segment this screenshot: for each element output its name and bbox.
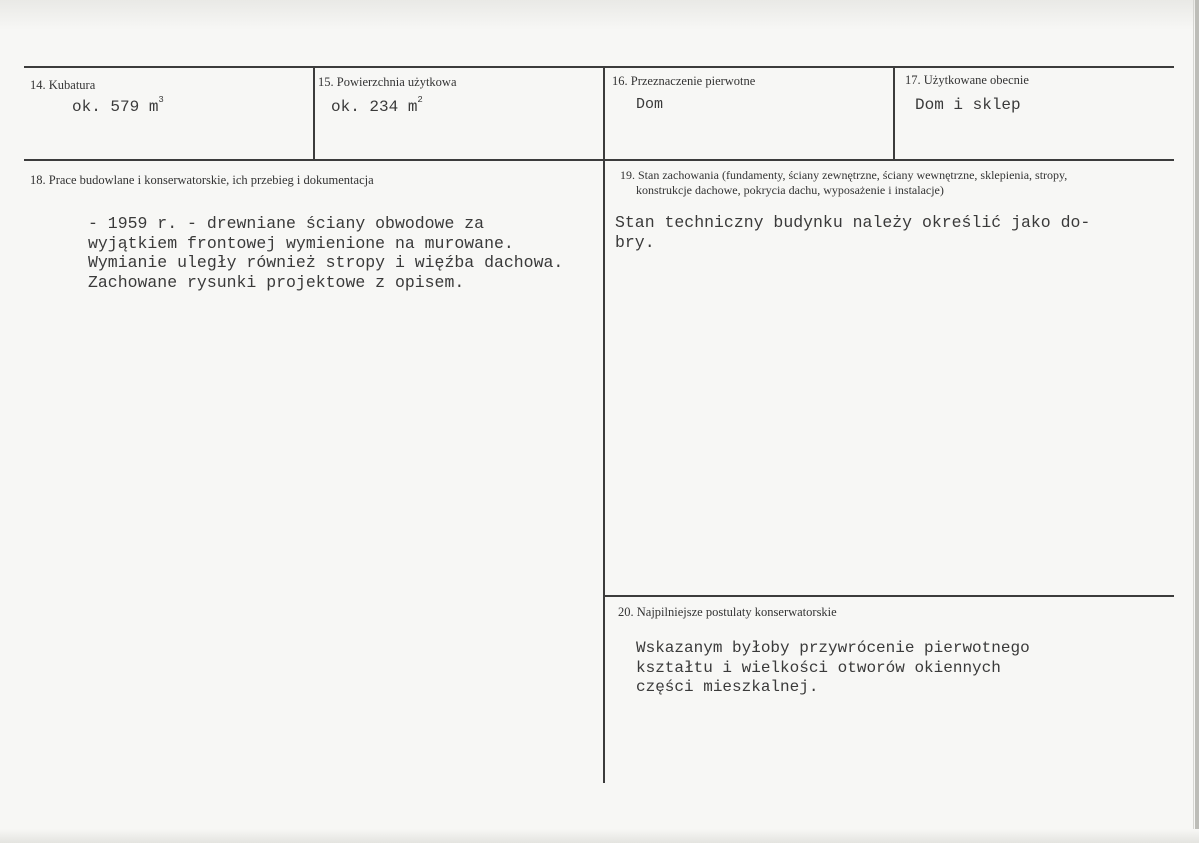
field-19-line: bry. (615, 232, 655, 252)
field-19-text (615, 213, 1090, 252)
scan-edge-right (1195, 0, 1199, 843)
scan-edge-top (0, 0, 1199, 30)
field-20-label: 20. Najpilniejsze postulaty konserwatorskie (618, 605, 837, 619)
field-18-line: Zachowane rysunki projektowe z opisem. (88, 272, 465, 292)
scan-edge-bottom (0, 829, 1199, 843)
field-18-line: Wymianie uległy również stropy i więźba dachowa. (88, 253, 564, 272)
field-14-value (72, 95, 164, 116)
field-20-line: kształtu i wielkości otworów okiennych (636, 658, 1001, 677)
middle-rule (24, 159, 1174, 161)
field-17-label: 17. Użytkowane obecnie (905, 73, 1029, 87)
field-15-value (331, 95, 423, 116)
field-17-value: Dom i sklep (915, 96, 1021, 114)
section-20-rule (604, 595, 1174, 597)
field-20-line: części mieszkalnej. (636, 678, 819, 696)
field-16-label: 16. Przeznaczenie pierwotne (612, 74, 756, 88)
field-15-unit-exponent: 2 (417, 95, 423, 105)
field-14-label: 14. Kubatura (30, 78, 96, 92)
divider-16-17 (893, 67, 895, 160)
field-18-text (88, 214, 563, 292)
field-19-label-line2: konstrukcje dachowe, pokrycia dachu, wyposażenie i instalacje) (636, 183, 944, 197)
field-15-value-text: ok. 234 m (331, 98, 418, 116)
divider-14-15 (313, 67, 315, 160)
field-20-text (636, 639, 1030, 698)
field-19-label-line1: 19. Stan zachowania (fundamenty, ściany zewnętrzne, ściany wewnętrzne, sklepienia, stropy, (620, 168, 1068, 182)
field-20-line: Wskazanym byłoby przywrócenie pierwotnego (636, 639, 1030, 657)
scan-edge-right-inner (1193, 0, 1194, 843)
top-rule (24, 66, 1174, 68)
field-19-line: Stan techniczny budynku należy określić jako do- (615, 213, 1091, 232)
field-16-value: Dom (636, 96, 664, 113)
field-14-unit-exponent: 3 (158, 95, 164, 105)
field-18-line: - 1959 r. - drewniane ściany obwodowe za (88, 214, 485, 233)
field-15-label: 15. Powierzchnia użytkowa (318, 75, 457, 89)
field-14-value-text: ok. 579 m (72, 98, 159, 116)
field-18-line: wyjątkiem frontowej wymienione na murowane. (88, 233, 514, 253)
divider-center (603, 67, 605, 783)
field-18-label: 18. Prace budowlane i konserwatorskie, ich przebieg i dokumentacja (30, 173, 374, 187)
